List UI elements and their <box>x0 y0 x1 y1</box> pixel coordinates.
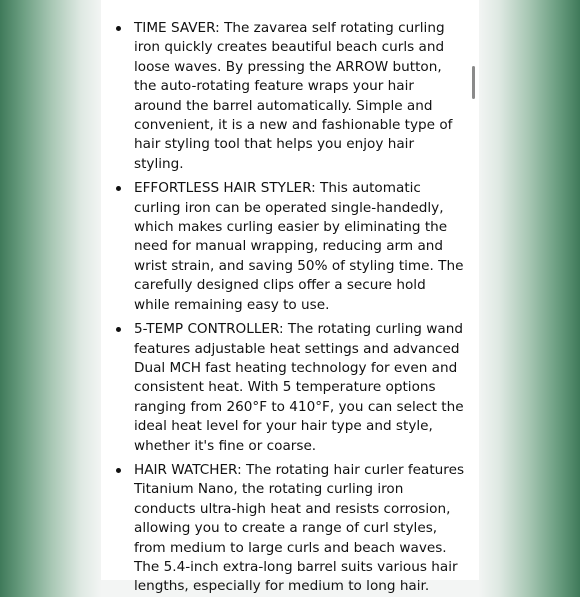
feature-bullet-text: HAIR WATCHER: The rotating hair curler features Titanium Nano, the rotating curling iron conducts ultra-high heat and resists corrosion, allowing you to create a range of curl styles, from medium to large curls and beach waves. The 5.4-inch extra-long barrel suits various hair lengths, especially for medium to long hair. <box>134 461 465 595</box>
bullet-point-icon <box>116 186 121 191</box>
feature-bullet-list <box>101 0 479 597</box>
feature-bullet-time-saver <box>101 19 479 174</box>
feature-bullet-text: EFFORTLESS HAIR STYLER: This automatic curling iron can be operated single-handedly, which makes curling easier by eliminating the need for manual wrapping, reducing arm and wrist strain, and saving 50% of styling time. The carefully designed clips offer a secure hold while remaining easy to use. <box>134 180 464 313</box>
feature-bullet-text: 5-TEMP CONTROLLER: The rotating curling wand features adjustable heat settings and advanced Dual MCH fast heating technology for even and consistent heat. With 5 temperature options ranging from 260°F to 410°F, you can select the ideal heat level for your hair type and style, whether it's fine or coarse. <box>134 321 464 454</box>
bullet-point-icon <box>116 26 121 31</box>
feature-bullet-hair-watcher <box>101 461 479 597</box>
product-description-panel <box>101 0 479 595</box>
feature-bullet-text: TIME SAVER: The zavarea self rotating curling iron quickly creates beautiful beach curls and loose waves. By pressing the ARROW button, the auto-rotating feature wraps your hair around the barrel automatically. Simple and convenient, it is a new and fashionable type of hair styling tool that helps you enjoy hair styling. <box>134 20 453 172</box>
bullet-point-icon <box>116 468 121 473</box>
feature-bullet-effortless-hair-styler <box>101 179 479 315</box>
scrollbar-thumb[interactable] <box>472 66 475 99</box>
feature-bullet-5-temp-controller <box>101 320 479 456</box>
bullet-point-icon <box>116 327 121 332</box>
